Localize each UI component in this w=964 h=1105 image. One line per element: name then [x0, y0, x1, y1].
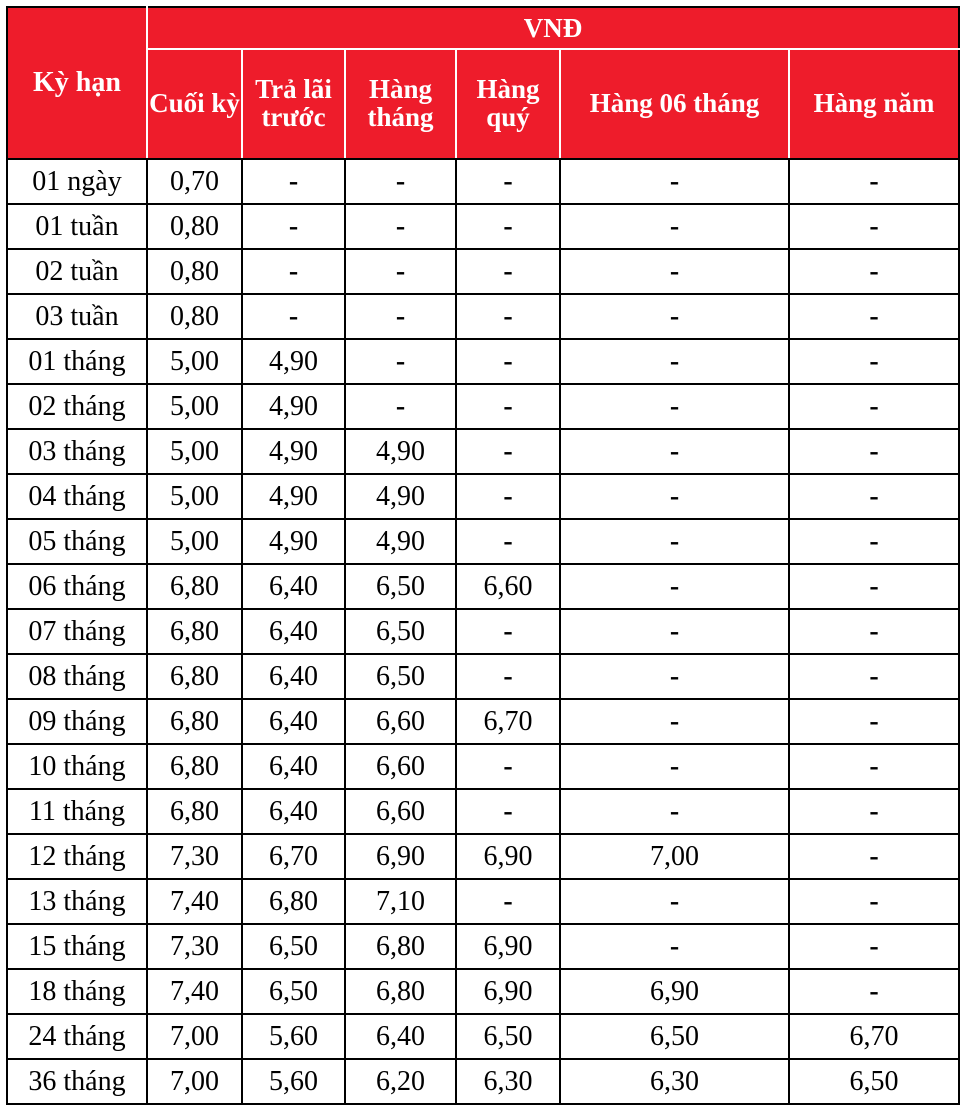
rate-cell: - [789, 249, 959, 294]
rate-cell: - [456, 384, 560, 429]
term-cell: 04 tháng [7, 474, 147, 519]
rate-cell: - [789, 609, 959, 654]
term-cell: 09 tháng [7, 699, 147, 744]
rate-cell: - [560, 429, 789, 474]
term-cell: 11 tháng [7, 789, 147, 834]
rate-cell: 6,90 [456, 834, 560, 879]
rate-cell: - [345, 159, 456, 204]
rate-cell: 6,40 [242, 744, 345, 789]
rate-cell: 6,80 [147, 744, 242, 789]
term-cell: 05 tháng [7, 519, 147, 564]
rate-cell: 5,00 [147, 519, 242, 564]
rate-cell: 6,80 [147, 699, 242, 744]
rate-cell: 6,50 [789, 1059, 959, 1104]
table-row [7, 609, 959, 654]
term-cell: 01 tuần [7, 204, 147, 249]
rate-cell: 4,90 [242, 474, 345, 519]
rate-cell: - [456, 789, 560, 834]
col-header-monthly: Hàng tháng [345, 49, 456, 159]
rate-cell: - [560, 744, 789, 789]
term-cell: 01 ngày [7, 159, 147, 204]
table-row [7, 159, 959, 204]
term-cell: 36 tháng [7, 1059, 147, 1104]
rate-cell: 7,10 [345, 879, 456, 924]
rate-cell: 6,80 [147, 609, 242, 654]
rate-cell: - [789, 879, 959, 924]
rate-cell: - [242, 249, 345, 294]
rate-cell: 6,40 [345, 1014, 456, 1059]
term-cell: 08 tháng [7, 654, 147, 699]
rate-cell: 6,80 [147, 564, 242, 609]
table-row [7, 249, 959, 294]
rate-cell: 7,40 [147, 969, 242, 1014]
rate-cell: 5,60 [242, 1059, 345, 1104]
rate-cell: 5,60 [242, 1014, 345, 1059]
rate-cell: 6,70 [242, 834, 345, 879]
rate-cell: - [456, 249, 560, 294]
rate-table-body [7, 159, 959, 1104]
table-row [7, 564, 959, 609]
table-row [7, 879, 959, 924]
rate-cell: 6,40 [242, 564, 345, 609]
term-cell: 02 tuần [7, 249, 147, 294]
rate-cell: 6,40 [242, 789, 345, 834]
rate-cell: 5,00 [147, 474, 242, 519]
rate-cell: 6,70 [456, 699, 560, 744]
rate-cell: - [242, 294, 345, 339]
rate-cell: 6,90 [560, 969, 789, 1014]
rate-cell: 6,80 [345, 969, 456, 1014]
table-row [7, 969, 959, 1014]
rate-cell: - [456, 294, 560, 339]
rate-cell: 6,50 [345, 609, 456, 654]
rate-cell: 6,90 [345, 834, 456, 879]
rate-cell: - [456, 879, 560, 924]
rate-cell: - [560, 924, 789, 969]
rate-cell: - [560, 249, 789, 294]
term-cell: 07 tháng [7, 609, 147, 654]
rate-cell: 5,00 [147, 429, 242, 474]
rate-cell: 6,40 [242, 654, 345, 699]
rate-cell: - [789, 384, 959, 429]
table-row [7, 339, 959, 384]
rate-cell: 4,90 [242, 429, 345, 474]
currency-header: VNĐ [147, 7, 959, 49]
rate-cell: 6,50 [242, 924, 345, 969]
table-row [7, 789, 959, 834]
term-cell: 15 tháng [7, 924, 147, 969]
rate-cell: - [345, 294, 456, 339]
rate-cell: 0,80 [147, 204, 242, 249]
rate-cell: - [560, 654, 789, 699]
table-row [7, 654, 959, 699]
rate-cell: - [242, 204, 345, 249]
rate-cell: 6,30 [560, 1059, 789, 1104]
table-row [7, 519, 959, 564]
rate-cell: - [560, 474, 789, 519]
rate-cell: 0,80 [147, 249, 242, 294]
rate-cell: - [560, 609, 789, 654]
rate-cell: 4,90 [242, 339, 345, 384]
rate-cell: - [789, 744, 959, 789]
rate-cell: - [789, 564, 959, 609]
rate-cell: - [560, 384, 789, 429]
table-row [7, 294, 959, 339]
rate-cell: - [789, 924, 959, 969]
term-header: Kỳ hạn [7, 7, 147, 159]
rate-cell: - [560, 699, 789, 744]
rate-cell: 6,80 [147, 789, 242, 834]
rate-cell: - [456, 609, 560, 654]
table-row [7, 834, 959, 879]
term-cell: 18 tháng [7, 969, 147, 1014]
term-cell: 13 tháng [7, 879, 147, 924]
rate-cell: 6,80 [242, 879, 345, 924]
rate-cell: - [789, 339, 959, 384]
term-cell: 06 tháng [7, 564, 147, 609]
rate-cell: 6,60 [345, 699, 456, 744]
term-cell: 10 tháng [7, 744, 147, 789]
rate-cell: 6,90 [456, 969, 560, 1014]
rate-cell: 7,00 [147, 1059, 242, 1104]
rate-cell: - [456, 744, 560, 789]
col-header-prepaid-interest: Trả lãi trước [242, 49, 345, 159]
rate-cell: 6,80 [147, 654, 242, 699]
rate-cell: 6,70 [789, 1014, 959, 1059]
rate-cell: - [560, 519, 789, 564]
table-row [7, 699, 959, 744]
rate-cell: - [242, 159, 345, 204]
rate-cell: - [456, 474, 560, 519]
rate-cell: - [560, 294, 789, 339]
table-row [7, 1059, 959, 1104]
table-row [7, 204, 959, 249]
rate-cell: - [789, 474, 959, 519]
rate-cell: - [456, 429, 560, 474]
rate-cell: 6,90 [456, 924, 560, 969]
rate-cell: - [456, 204, 560, 249]
rate-cell: 7,40 [147, 879, 242, 924]
table-row [7, 384, 959, 429]
rate-cell: - [456, 519, 560, 564]
rate-cell: - [789, 834, 959, 879]
term-cell: 01 tháng [7, 339, 147, 384]
rate-cell: - [789, 159, 959, 204]
rate-cell: 6,50 [456, 1014, 560, 1059]
interest-rate-table [6, 6, 960, 1105]
rate-cell: 6,60 [345, 744, 456, 789]
term-cell: 03 tháng [7, 429, 147, 474]
rate-cell: - [456, 339, 560, 384]
rate-cell: - [560, 564, 789, 609]
rate-cell: 4,90 [345, 474, 456, 519]
rate-cell: - [789, 654, 959, 699]
table-row [7, 744, 959, 789]
table-row [7, 429, 959, 474]
rate-cell: 6,50 [345, 564, 456, 609]
rate-cell: 6,50 [242, 969, 345, 1014]
rate-cell: - [345, 249, 456, 294]
col-header-semiannual: Hàng 06 tháng [560, 49, 789, 159]
rate-cell: - [560, 159, 789, 204]
rate-cell: 6,80 [345, 924, 456, 969]
rate-cell: 6,50 [560, 1014, 789, 1059]
col-header-annual: Hàng năm [789, 49, 959, 159]
rate-cell: 0,70 [147, 159, 242, 204]
table-row [7, 474, 959, 519]
term-cell: 24 tháng [7, 1014, 147, 1059]
col-header-quarterly: Hàng quý [456, 49, 560, 159]
rate-cell: - [789, 429, 959, 474]
rate-cell: 6,20 [345, 1059, 456, 1104]
table-row [7, 1014, 959, 1059]
term-cell: 02 tháng [7, 384, 147, 429]
rate-cell: - [789, 204, 959, 249]
rate-cell: 7,00 [560, 834, 789, 879]
rate-cell: 6,40 [242, 699, 345, 744]
rate-cell: 7,00 [147, 1014, 242, 1059]
rate-cell: - [560, 879, 789, 924]
rate-cell: - [456, 654, 560, 699]
rate-cell: - [345, 339, 456, 384]
rate-cell: 6,60 [456, 564, 560, 609]
rate-cell: 6,40 [242, 609, 345, 654]
rate-cell: 6,50 [345, 654, 456, 699]
rate-cell: 5,00 [147, 339, 242, 384]
term-cell: 03 tuần [7, 294, 147, 339]
col-header-end-of-term: Cuối kỳ [147, 49, 242, 159]
rate-cell: - [789, 789, 959, 834]
rate-cell: - [789, 969, 959, 1014]
rate-cell: - [789, 294, 959, 339]
rate-cell: 7,30 [147, 834, 242, 879]
rate-cell: - [560, 204, 789, 249]
rate-cell: 4,90 [345, 429, 456, 474]
rate-cell: - [789, 699, 959, 744]
rate-cell: 4,90 [345, 519, 456, 564]
rate-cell: 5,00 [147, 384, 242, 429]
rate-cell: - [456, 159, 560, 204]
rate-cell: 7,30 [147, 924, 242, 969]
rate-cell: 4,90 [242, 384, 345, 429]
rate-cell: 4,90 [242, 519, 345, 564]
rate-cell: - [345, 384, 456, 429]
rate-cell: 6,60 [345, 789, 456, 834]
rate-cell: - [789, 519, 959, 564]
rate-cell: - [345, 204, 456, 249]
rate-cell: - [560, 339, 789, 384]
rate-cell: - [560, 789, 789, 834]
rate-cell: 0,80 [147, 294, 242, 339]
rate-cell: 6,30 [456, 1059, 560, 1104]
table-row [7, 924, 959, 969]
term-cell: 12 tháng [7, 834, 147, 879]
